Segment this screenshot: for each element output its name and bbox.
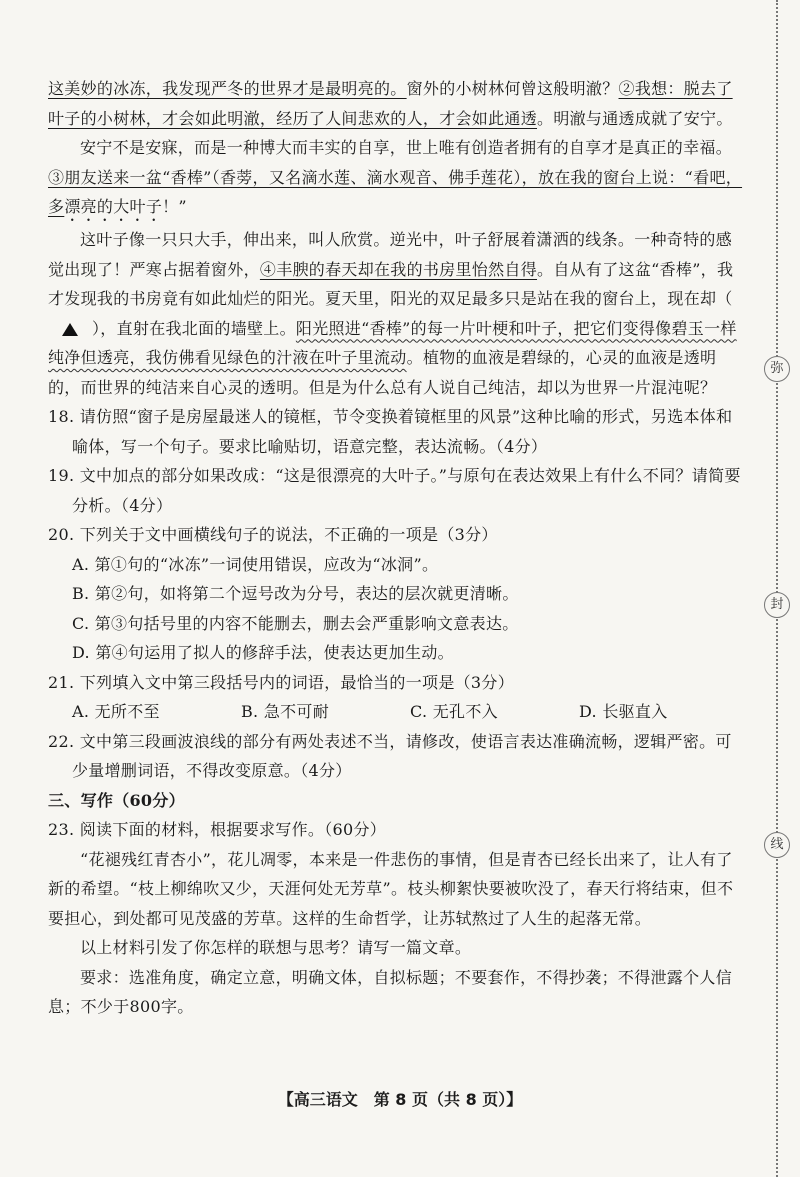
question-21: 21. 下列填入文中第三段括号内的词语，最恰当的一项是（3分）	[48, 672, 515, 692]
passage	[48, 74, 748, 1022]
binding-mark-2: 封	[764, 592, 790, 618]
q21-options	[48, 697, 748, 727]
passage-paragraph-2: 安宁不是安寐，而是一种博大而丰实的自享，世上唯有创造者拥有的自享才是真正的幸福。③朋友送来一盆“香棒”（香蒡，又名滴水莲、滴水观音、佛手莲花），放在我的窗台上说：“看吧，多漂亮的大叶子！”	[48, 138, 743, 216]
q21-option-b: B. 急不可耐	[241, 702, 330, 721]
q21-option-d: D. 长驱直入	[579, 702, 668, 721]
question-18: 18. 请仿照“窗子是房屋最迷人的镜框，节令变换着镜框里的风景”这种比喻的形式，另选本体和喻体，写一个句子。要求比喻贴切，语意完整，表达流畅。（4分）	[48, 407, 733, 456]
passage-paragraph-3: 这叶子像一只只大手，伸出来，叫人欣赏。逆光中，叶子舒展着潇洒的线条。一种奇特的感觉出现了！严寒占据着窗外，④丰腴的春天却在我的书房里怡然自得。自从有了这盆“香棒”，我才发现我的书房竟有如此灿烂的阳光。夏天里，阳光的双足最多只是站在我的窗台上，现在却（），直射在我北面的墙壁上。阳光照进“香棒”的每一片叶梗和叶子，把它们变得像碧玉一样纯净但透亮，我仿佛看见绿色的汁液在叶子里流动。植物的血液是碧绿的，心灵的血液是透明的，而世界的纯洁来自心灵的透明。但是为什么总有人说自己纯洁，却以为世界一片混沌呢？	[48, 230, 737, 397]
q23-material: “花褪残红青杏小”，花儿凋零，本来是一件悲伤的事情，但是青杏已经长出来了，让人有了新的希望。“枝上柳绵吹又少，天涯何处无芳草”。枝头柳絮快要被吹没了，春天行将结束，但不要担心，到处都可见茂盛的芳草。这样的生命哲学，让苏轼熬过了人生的起落无常。	[48, 849, 734, 928]
binding-dotted-line	[776, 0, 778, 1177]
wavy-underlined-part: 阳光照进“香棒”的每一片叶梗和叶子，把它们变得像碧玉一样纯净但透亮，我仿佛看见绿色的汁液在叶子里流动	[48, 318, 737, 367]
page-footer: 【高三语文 第 8 页（共 8 页）】	[277, 1090, 523, 1109]
question-20: 20. 下列关于文中画横线句子的说法，不正确的一项是（3分）	[48, 525, 498, 544]
q20-option-b: B. 第②句，如将第二个逗号改为分号，表达的层次就更清晰。	[72, 584, 519, 603]
binding-mark-3: 线	[764, 832, 790, 858]
question-23: 23. 阅读下面的材料，根据要求写作。（60分）	[48, 820, 387, 839]
passage-paragraph-1: 这美妙的冰冻，我发现严冬的世界才是最明亮的。窗外的小树林何曾这般明澈？②我想：脱去了叶子的小树林，才会如此明澈，经历了人间悲欢的人，才会如此通透。明澈与通透成就了安宁。	[48, 79, 733, 128]
q21-option-a: A. 无所不至	[72, 702, 160, 721]
q20-option-d: D. 第④句运用了拟人的修辞手法，使表达更加生动。	[72, 643, 454, 662]
q23-prompt: 以上材料引发了你怎样的联想与思考？请写一篇文章。	[80, 938, 472, 957]
blank-triangle-icon	[62, 323, 78, 336]
q20-option-a: A. 第①句的“冰冻”一词使用错误，应改为“冰洞”。	[72, 554, 439, 574]
sentence-4: ④丰腴的春天却在我的书房里怡然自得	[259, 259, 538, 279]
sentence-3: ③朋友送来一盆“香棒”（香蒡，又名滴水莲、滴水观音、佛手莲花），放在我的窗台上说：“看吧，多	[48, 167, 743, 216]
section-3-title: 三、写作（60分）	[48, 790, 185, 810]
sentence-1: 这美妙的冰冻，我发现严冬的世界才是最明亮的。	[48, 79, 407, 98]
dotted-phrase: 漂亮的大叶子	[64, 197, 163, 216]
question-19: 19. 文中加点的部分如果改成：“这是很漂亮的大叶子。”与原句在表达效果上有什么不同？请简要分析。（4分）	[48, 466, 741, 515]
question-22: 22. 文中第三段画波浪线的部分有两处表述不当，请修改，使语言表达准确流畅，逻辑严密。可少量增删词语，不得改变原意。（4分）	[48, 731, 732, 780]
binding-mark-1: 弥	[764, 356, 790, 382]
sentence-2: ②我想：脱去了叶子的小树林，才会如此明澈，经历了人间悲欢的人，才会如此通透	[48, 79, 733, 128]
q23-requirements: 要求：选准角度，确定立意，明确文体，自拟标题；不要套作，不得抄袭；不得泄露个人信息；不少于800字。	[48, 967, 733, 1016]
q20-option-c: C. 第③句括号里的内容不能删去，删去会严重影响文意表达。	[72, 613, 519, 633]
q21-option-c: C. 无孔不入	[410, 702, 498, 721]
